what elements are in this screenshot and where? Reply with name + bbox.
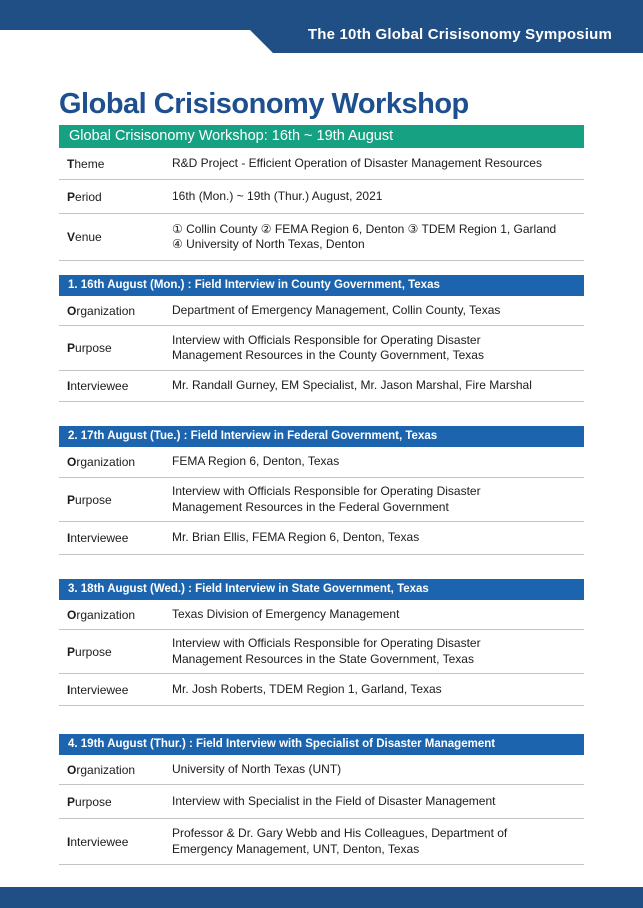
row-value: R&D Project - Efficient Operation of Disaster Management Resources (172, 156, 542, 171)
row-organization (59, 755, 584, 785)
row-label: Venue (67, 230, 102, 244)
row-label: Period (67, 189, 102, 204)
venue-line-1: ① Collin County ② FEMA Region 6, Denton ③ TDEM Region 1, Garland (172, 221, 557, 236)
row-value: 16th (Mon.) ~ 19th (Thur.) August, 2021 (172, 188, 383, 203)
row-interviewee (59, 522, 584, 555)
row-label: Organization (67, 455, 136, 469)
row-value (172, 636, 584, 667)
row-purpose (59, 785, 584, 819)
row-label: Interviewee (67, 682, 129, 697)
purpose-line-2: Management Resources in the Federal Government (172, 499, 449, 514)
row-value (172, 333, 584, 364)
section-2-header: 2. 17th August (Tue.) : Field Interview in Federal Government, Texas (59, 426, 584, 447)
row-value: Texas Division of Emergency Management (172, 606, 400, 621)
purpose-line-1: Interview with Officials Responsible for Operating Disaster (172, 332, 481, 347)
row-value: FEMA Region 6, Denton, Texas (172, 454, 340, 469)
row-value (172, 222, 584, 253)
section-1-header: 1. 16th August (Mon.) : Field Interview in County Government, Texas (59, 275, 584, 296)
row-label: Purpose (67, 492, 112, 507)
section-3-header: 3. 18th August (Wed.) : Field Interview in State Government, Texas (59, 579, 584, 600)
footer-band (0, 887, 643, 908)
header-title: The 10th Global Crisisonomy Symposium (307, 26, 612, 43)
row-organization (59, 447, 584, 478)
row-label: Organization (67, 607, 136, 622)
purpose-line-2: Management Resources in the State Government, Texas (172, 651, 474, 666)
section-4-header: 4. 19th August (Thur.) : Field Interview with Specialist of Disaster Management (59, 734, 584, 755)
row-label: Organization (67, 303, 136, 318)
header-band (0, 0, 643, 53)
interviewee-line-2: Emergency Management, UNT, Denton, Texas (172, 841, 420, 856)
overview-row-venue (59, 214, 584, 261)
row-interviewee (59, 371, 584, 402)
row-organization (59, 600, 584, 630)
overview-row-period (59, 180, 584, 214)
row-label: Purpose (67, 341, 112, 355)
section-1-table (59, 296, 584, 402)
row-value: Mr. Randall Gurney, EM Specialist, Mr. Jason Marshal, Fire Marshal (172, 378, 532, 393)
row-label: Interviewee (67, 834, 129, 849)
section-4-table (59, 755, 584, 865)
overview-table (59, 149, 584, 261)
row-value: Mr. Brian Ellis, FEMA Region 6, Denton, Texas (172, 530, 420, 545)
row-value (172, 826, 584, 857)
row-label: Organization (67, 762, 136, 777)
row-purpose (59, 630, 584, 674)
row-label: Theme (67, 157, 105, 171)
row-value: Mr. Josh Roberts, TDEM Region 1, Garland, Texas (172, 681, 442, 696)
purpose-line-1: Interview with Officials Responsible for Operating Disaster (172, 636, 481, 650)
page-title: Global Crisisonomy Workshop (59, 88, 469, 120)
row-interviewee (59, 674, 584, 706)
row-value: University of North Texas (UNT) (172, 761, 342, 776)
row-interviewee (59, 819, 584, 865)
row-purpose (59, 478, 584, 522)
subtitle-bar: Global Crisisonomy Workshop: 16th ~ 19th August (59, 125, 584, 148)
overview-row-theme (59, 149, 584, 180)
row-label: Purpose (67, 644, 112, 659)
row-value (172, 484, 584, 515)
row-purpose (59, 326, 584, 371)
purpose-line-1: Interview with Officials Responsible for Operating Disaster (172, 484, 481, 498)
interviewee-line-1: Professor & Dr. Gary Webb and His Colleagues, Department of (172, 826, 508, 840)
row-value: Interview with Specialist in the Field of Disaster Management (172, 793, 496, 808)
row-label: Purpose (67, 794, 112, 809)
row-organization (59, 296, 584, 326)
row-value: Department of Emergency Management, Collin County, Texas (172, 302, 501, 317)
purpose-line-2: Management Resources in the County Government, Texas (172, 348, 484, 362)
row-label: Interviewee (67, 379, 129, 393)
row-label: Interviewee (67, 531, 129, 545)
venue-line-2: ④ University of North Texas, Denton (172, 237, 365, 251)
section-2-table (59, 447, 584, 555)
section-3-table (59, 600, 584, 706)
